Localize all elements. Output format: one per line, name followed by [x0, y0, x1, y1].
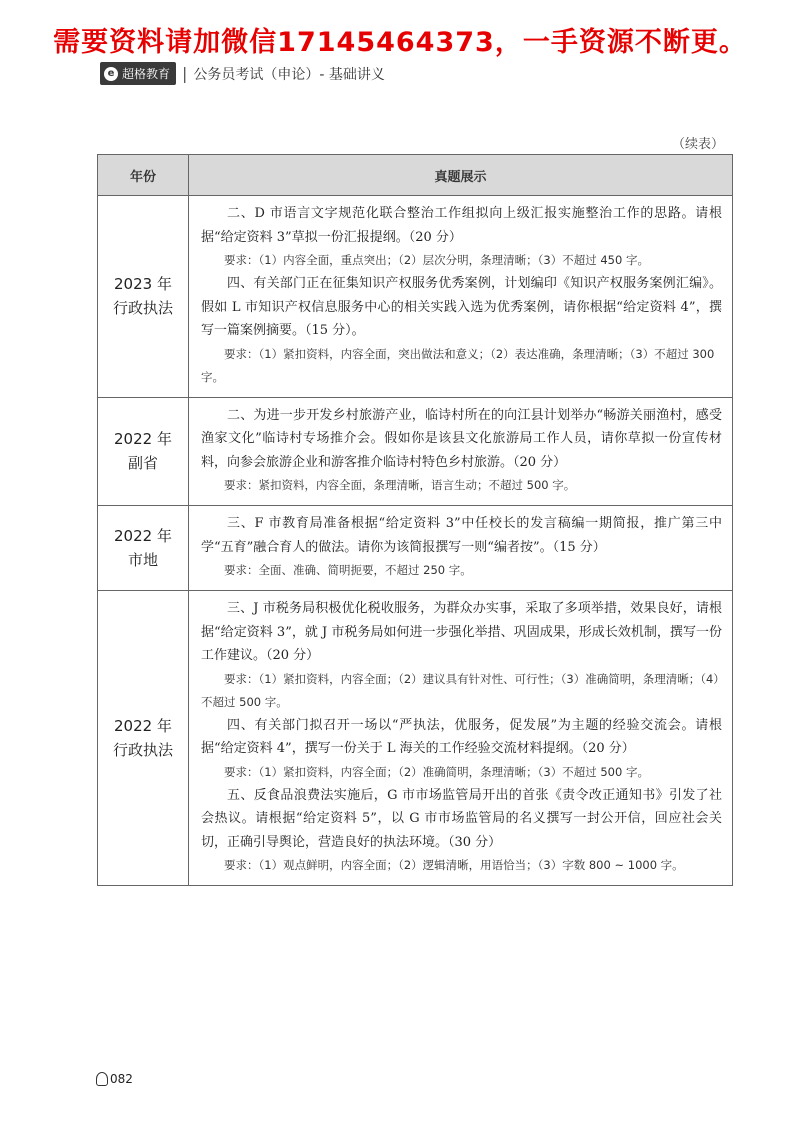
- exam-type-label: 行政执法: [112, 741, 173, 759]
- exam-type-label: 副省: [127, 454, 158, 473]
- year-label: 2022 年: [114, 717, 172, 735]
- question-text: 四、有关部门拟召开一场以“严执法，优服务，促发展”为主题的经验交流会。请根据“给定资料 4”，撰写一份关于 L 海关的工作经验交流材料提纲。（20 分）: [201, 717, 722, 756]
- exam-type-label: 行政执法: [112, 299, 173, 318]
- year-cell: [98, 506, 189, 591]
- logo-text: 超格教育: [122, 67, 171, 81]
- page-header: [100, 62, 385, 85]
- table-row: [98, 506, 733, 591]
- question-text: 二、D 市语言文字规范化联合整治工作组拟向上级汇报实施整治工作的思路。请根据“给定资料 3”草拟一份汇报提纲。（20 分）: [201, 206, 722, 245]
- question-text: 三、J 市税务局积极优化税收服务，为群众办实事，采取了多项举措，效果良好，请根据“给定资料 3”，就 J 市税务局如何进一步强化举措、巩固成果，形成长效机制，撰写一份工作建议。（20 分）: [201, 601, 722, 663]
- page-badge-icon: [96, 1072, 108, 1086]
- question-text: 五、反食品浪费法实施后，G 市市场监管局开出的首张《责令改正通知书》引发了社会热议。请根据“给定资料 5”，以 G 市市场监管局的名义撰写一封公开信，回应社会关切，正确引导舆论，营造良好的执法环境。（30 分）: [201, 787, 722, 850]
- header-separator: |: [182, 64, 188, 83]
- table-row: [98, 591, 733, 886]
- exam-table: [97, 154, 733, 886]
- brand-logo: [100, 62, 176, 85]
- year-label: 2022 年: [114, 527, 172, 545]
- content-cell: [189, 397, 733, 506]
- content-cell: [189, 591, 733, 886]
- year-label: 2022 年: [114, 430, 172, 449]
- question-text: 四、有关部门正在征集知识产权服务优秀案例，计划编印《知识产权服务案例汇编》。假如 L 市知识产权信息服务中心的相关实践入选为优秀案例，请你根据“给定资料 4”，撰写一篇案例摘要。（15 分）。: [201, 276, 722, 338]
- year-cell: [98, 196, 189, 398]
- requirement-text: 要求：（1）内容全面，重点突出；（2）层次分明，条理清晰；（3）不超过 450 字。: [224, 253, 649, 267]
- watermark-text: 需要资料请加微信17145464373，一手资源不断更。: [53, 27, 747, 58]
- content-cell: [189, 196, 733, 398]
- page-number-text: 082: [110, 1072, 133, 1086]
- requirement-text: 要求：（1）紧扣资料，内容全面，突出做法和意义；（2）表达准确，条理清晰；（3）不超过 300 字。: [201, 346, 715, 384]
- requirement-text: 要求：（1）观点鲜明，内容全面；（2）逻辑清晰，用语恰当；（3）字数 800 ~ 1000 字。: [224, 858, 684, 872]
- year-cell: [98, 591, 189, 886]
- continuation-label: （续表）: [671, 137, 724, 152]
- requirement-text: 要求：（1）紧扣资料，内容全面；（2）建议具有针对性、可行性；（3）准确简明，条理清晰；（4）不超过 500 字。: [201, 671, 720, 709]
- header-title: 公务员考试（申论）- 基础讲义: [193, 66, 385, 83]
- year-label: 2023 年: [114, 275, 172, 294]
- requirement-text: 要求：紧扣资料，内容全面，条理清晰，语言生动；不超过 500 字。: [224, 478, 576, 492]
- table-row: [98, 397, 733, 506]
- column-header-year: 年份: [98, 155, 189, 196]
- requirement-text: 要求：全面、准确、简明扼要，不超过 250 字。: [224, 563, 472, 577]
- column-header-content: 真题展示: [189, 155, 733, 196]
- logo-icon: e: [104, 67, 118, 81]
- exam-type-label: 市地: [127, 551, 158, 569]
- table-header-row: [98, 155, 733, 196]
- content-cell: [189, 506, 733, 591]
- question-text: 三、F 市教育局准备根据“给定资料 3”中任校长的发言稿编一期简报，推广第三中学“五育”融合育人的做法。请你为该简报撰写一则“编者按”。（15 分）: [201, 516, 722, 555]
- question-text: 二、为进一步开发乡村旅游产业，临诗村所在的向江县计划举办“畅游关丽渔村，感受渔家文化”临诗村专场推介会。假如你是该县文化旅游局工作人员，请你草拟一份宣传材料，向参会旅游企业和游客推介临诗村特色乡村旅游。（20 分）: [201, 407, 722, 470]
- requirement-text: 要求：（1）紧扣资料，内容全面；（2）准确简明，条理清晰；（3）不超过 500 字。: [224, 764, 649, 779]
- year-cell: [98, 397, 189, 506]
- table-row: [98, 196, 733, 398]
- page-number: [96, 1072, 133, 1086]
